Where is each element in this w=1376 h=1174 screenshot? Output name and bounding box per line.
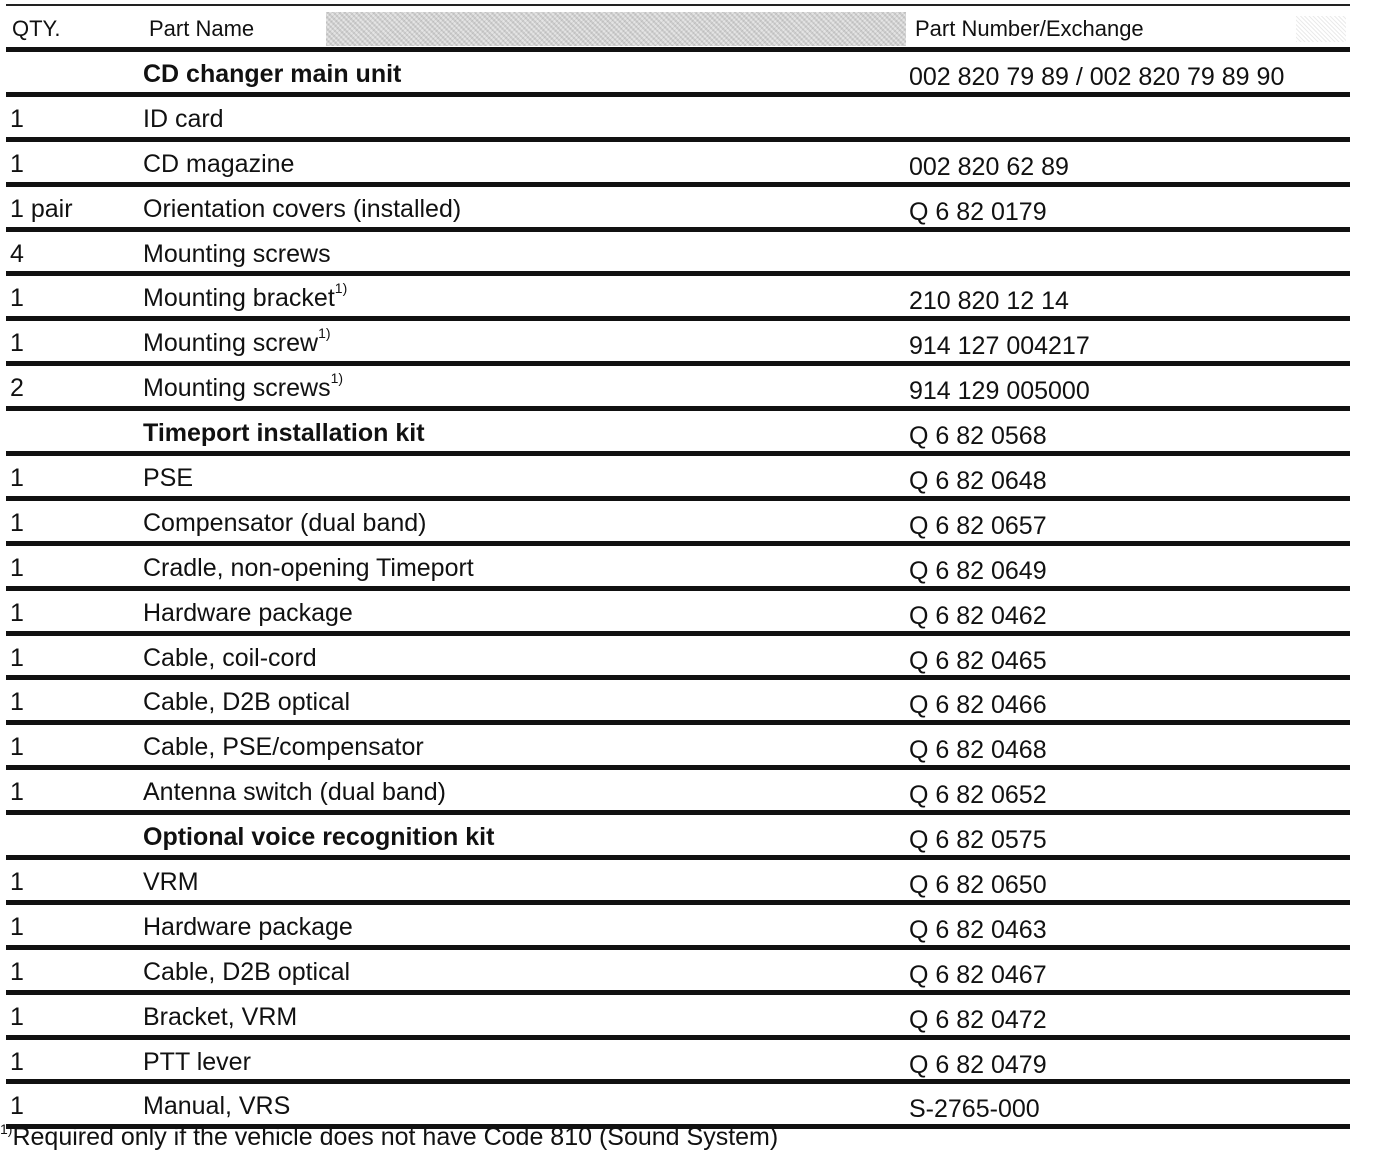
row-part-name-text: Compensator (dual band) — [143, 508, 427, 537]
table-row — [6, 860, 1350, 905]
row-part-name-text: Optional voice recognition kit — [143, 823, 495, 852]
row-part-name — [143, 1002, 297, 1032]
row-part-number: 002 820 62 89 — [909, 152, 1069, 181]
row-part-number: Q 6 82 0465 — [909, 646, 1047, 675]
row-qty: 2 — [10, 374, 24, 403]
row-part-name-text: PTT lever — [143, 1047, 251, 1076]
row-part-name-text: Cable, PSE/compensator — [143, 733, 424, 762]
table-row — [6, 501, 1350, 546]
row-part-number: Q 6 82 0462 — [909, 601, 1047, 630]
row-part-name-text: Cable, D2B optical — [143, 688, 351, 717]
row-qty: 1 — [10, 284, 24, 313]
footnote-text: Required only if the vehicle does not have Code 810 (Sound System) — [12, 1123, 779, 1151]
table-row — [6, 1040, 1350, 1085]
table-row — [6, 546, 1350, 591]
row-part-name — [143, 777, 446, 807]
footnote-ref: 1) — [318, 325, 331, 342]
row-part-name — [143, 732, 424, 762]
footnote-ref: 1) — [330, 369, 344, 386]
row-qty: 1 — [10, 598, 24, 627]
row-part-number: S-2765-000 — [909, 1095, 1040, 1124]
scan-noise — [1296, 16, 1346, 42]
row-part-name-text: Mounting screws — [143, 239, 331, 268]
table-row — [6, 636, 1350, 681]
row-part-name — [143, 508, 427, 538]
table-row — [6, 815, 1350, 860]
table-row — [6, 52, 1350, 97]
row-qty: 1 — [10, 688, 24, 717]
footnote-ref: 1) — [334, 280, 348, 297]
footnote-mark: 1) — [0, 1120, 13, 1137]
table-row — [6, 97, 1350, 142]
row-part-name — [143, 1091, 290, 1121]
row-part-number: Q 6 82 0650 — [909, 871, 1047, 900]
table-body — [6, 52, 1350, 1129]
row-part-name — [143, 957, 350, 987]
row-qty: 1 — [10, 329, 24, 358]
row-part-number: Q 6 82 0648 — [909, 467, 1047, 496]
footnote — [0, 1122, 778, 1152]
table-row — [6, 232, 1350, 277]
row-part-name — [143, 1047, 251, 1077]
row-part-number: Q 6 82 0179 — [909, 197, 1047, 226]
row-part-name — [143, 553, 474, 583]
row-part-name-text: Mounting bracket — [143, 284, 335, 313]
row-part-name-text: VRM — [143, 868, 199, 897]
row-part-name-text: Bracket, VRM — [143, 1002, 298, 1031]
header-part-name: Part Name — [149, 16, 255, 41]
row-qty: 1 pair — [10, 194, 73, 223]
row-part-number: Q 6 82 0568 — [909, 422, 1047, 451]
table-row — [6, 187, 1350, 232]
table-row — [6, 905, 1350, 950]
table-row — [6, 995, 1350, 1040]
row-qty: 1 — [10, 1092, 24, 1121]
row-part-name-text: Cable, D2B optical — [143, 957, 351, 986]
row-part-name — [143, 280, 348, 313]
table-row — [6, 591, 1350, 636]
row-part-name-text: Cable, coil-cord — [143, 643, 317, 672]
row-part-name-text: Timeport installation kit — [143, 419, 425, 448]
row-part-name — [143, 325, 331, 358]
row-part-name-text: Antenna switch (dual band) — [143, 778, 446, 807]
row-part-name — [143, 687, 350, 717]
row-qty: 1 — [10, 464, 24, 493]
row-part-name — [143, 418, 425, 448]
row-qty: 1 — [10, 1047, 24, 1076]
table-row — [6, 725, 1350, 770]
row-part-number: Q 6 82 0463 — [909, 915, 1047, 944]
row-part-number: 914 127 004217 — [909, 332, 1090, 361]
row-part-name — [143, 822, 494, 852]
row-part-name — [143, 194, 461, 224]
row-part-name-text: Manual, VRS — [143, 1092, 291, 1121]
row-part-number: 210 820 12 14 — [909, 287, 1069, 316]
table-row — [6, 411, 1350, 456]
row-qty: 1 — [10, 868, 24, 897]
row-part-number: Q 6 82 0575 — [909, 826, 1047, 855]
row-part-number: Q 6 82 0649 — [909, 556, 1047, 585]
table-row — [6, 950, 1350, 995]
row-part-name-text: Hardware package — [143, 912, 353, 941]
row-part-number: Q 6 82 0466 — [909, 691, 1047, 720]
scan-noise — [326, 12, 906, 46]
row-qty: 1 — [10, 643, 24, 672]
header-qty: QTY. — [12, 16, 61, 41]
row-part-name — [143, 59, 401, 89]
row-part-name-text: PSE — [143, 464, 194, 493]
row-part-name-text: Hardware package — [143, 598, 353, 627]
row-part-name — [143, 239, 331, 269]
row-part-number: 002 820 79 89 / 002 820 79 89 90 — [909, 63, 1285, 91]
row-part-number: Q 6 82 0652 — [909, 781, 1047, 810]
row-part-name-text: Orientation covers (installed) — [143, 194, 462, 223]
row-qty: 1 — [10, 733, 24, 762]
row-part-name — [143, 149, 294, 179]
row-qty: 1 — [10, 553, 24, 582]
row-part-name — [143, 598, 353, 628]
table-row — [6, 680, 1350, 725]
row-part-number: Q 6 82 0657 — [909, 511, 1047, 540]
table-row — [6, 770, 1350, 815]
row-part-name — [143, 643, 317, 673]
row-part-name-text: Mounting screw — [143, 329, 319, 358]
table-row — [6, 142, 1350, 187]
table-header — [6, 4, 1350, 52]
row-qty: 4 — [10, 239, 24, 268]
row-part-number: 914 129 005000 — [909, 377, 1090, 406]
row-part-name — [143, 912, 353, 942]
row-part-name — [143, 104, 224, 134]
row-part-name-text: Cradle, non-opening Timeport — [143, 553, 474, 582]
row-part-number: Q 6 82 0472 — [909, 1005, 1047, 1034]
row-qty: 1 — [10, 912, 24, 941]
row-qty: 1 — [10, 149, 24, 178]
table-row — [6, 456, 1350, 501]
row-part-name — [143, 867, 199, 897]
row-part-name — [143, 463, 193, 493]
row-qty: 1 — [10, 508, 24, 537]
table-row — [6, 276, 1350, 321]
row-qty: 1 — [10, 778, 24, 807]
row-part-name-text: CD magazine — [143, 149, 295, 178]
row-qty: 1 — [10, 1002, 24, 1031]
row-part-number: Q 6 82 0468 — [909, 736, 1047, 765]
row-part-name-text: CD changer main unit — [143, 60, 402, 88]
row-part-number: Q 6 82 0479 — [909, 1050, 1047, 1079]
row-part-name-text: ID card — [143, 104, 224, 133]
header-part-number: Part Number/Exchange — [915, 16, 1144, 41]
parts-table — [6, 0, 1350, 1129]
row-qty: 1 — [10, 957, 24, 986]
row-part-name-text: Mounting screws — [143, 374, 331, 403]
table-row — [6, 366, 1350, 411]
row-part-name — [143, 369, 344, 403]
table-row — [6, 321, 1350, 366]
row-qty: 1 — [10, 104, 24, 133]
row-part-number: Q 6 82 0467 — [909, 960, 1047, 989]
